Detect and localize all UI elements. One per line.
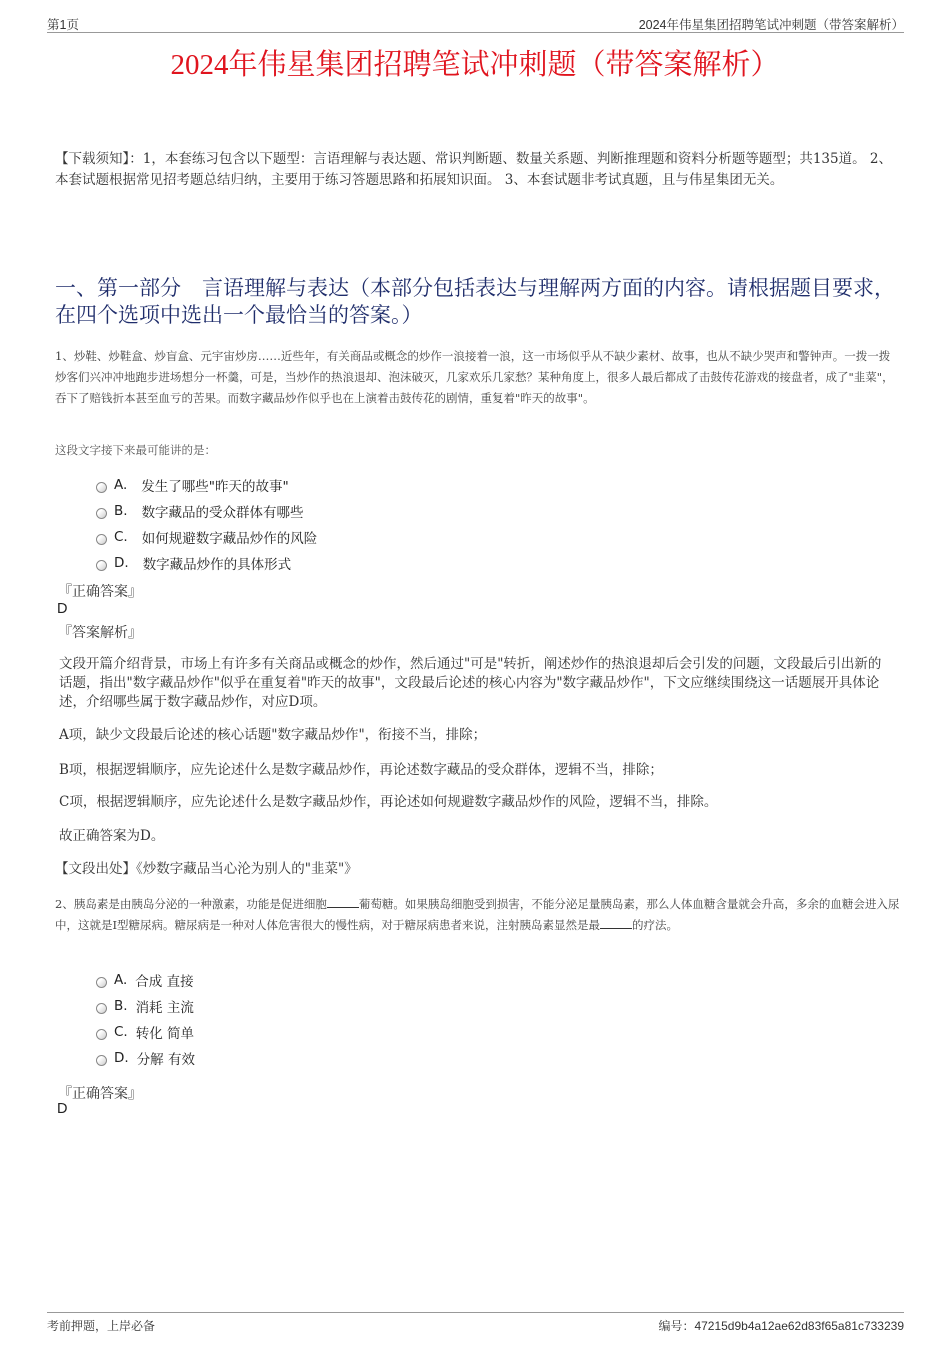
download-notice: 【下载须知】：1，本套练习包含以下题型：言语理解与表达题、常识判断题、数量关系题、判断推理题和资料分析题等题型；共135道。 2、本套试题根据常见招考题总结归纳，主要用于练习答题思路和拓展知识面。 3、本套试题非考试真题，且与伟星集团无关。 — [55, 151, 892, 188]
option-b[interactable]: B. 消耗 主流 — [96, 993, 195, 1019]
correct-answer: D — [57, 601, 68, 617]
correct-answer-label: 『正确答案』 — [58, 1086, 142, 1102]
option-d[interactable]: D. 数字藏品炒作的具体形式 — [96, 550, 317, 576]
analysis-option-c: C项，根据逻辑顺序，应先论述什么是数字藏品炒作，再论述如何规避数字藏品炒作的风险，逻辑不当，排除。 — [59, 794, 718, 810]
option-text: 如何规避数字藏品炒作的风险 — [141, 531, 318, 547]
option-a[interactable]: A. 发生了哪些"昨天的故事" — [96, 472, 317, 498]
page-footer — [47, 1312, 904, 1333]
radio-button[interactable] — [96, 1029, 107, 1040]
option-a[interactable]: A. 合成 直接 — [96, 967, 195, 993]
option-c[interactable]: C. 转化 简单 — [96, 1019, 195, 1045]
page-number: 第1页 — [47, 18, 79, 32]
option-text: 分解 有效 — [136, 1052, 195, 1068]
fill-blank — [600, 918, 632, 929]
option-text: 数字藏品炒作的具体形式 — [142, 557, 292, 573]
header-doc-title: 2024年伟星集团招聘笔试冲刺题（带答案解析） — [638, 18, 904, 32]
analysis-paragraph: 文段开篇介绍背景，市场上有许多有关商品或概念的炒作，然后通过"可是"转折，阐述炒作的热浪退却后会引发的问题，文段最后引出新的话题，指出"数字藏品炒作"似乎在重复着"昨天的故事"，文段最后论述的核心内容为"数字藏品炒作"，下文应继续围绕这一话题展开具体论述，介绍哪些属于数字藏品炒作，对应D项。 — [59, 656, 882, 710]
option-text: 数字藏品的受众群体有哪些 — [141, 505, 304, 521]
footer-slogan: 考前押题，上岸必备 — [47, 1319, 156, 1333]
option-b[interactable]: B. 数字藏品的受众群体有哪些 — [96, 498, 317, 524]
section-heading: 一、第一部分 言语理解与表达（本部分包括表达与理解两方面的内容。请根据题目要求，在四个选项中选出一个最恰当的答案。） — [55, 276, 895, 327]
page-header — [47, 14, 904, 33]
option-text: 发生了哪些"昨天的故事" — [141, 479, 289, 495]
radio-button[interactable] — [96, 1003, 107, 1014]
option-text: 合成 直接 — [135, 974, 194, 990]
radio-button[interactable] — [96, 534, 107, 545]
question-1-stem: 1、炒鞋、炒鞋盒、炒盲盒、元宇宙炒房……近些年，有关商品或概念的炒作一浪接着一浪，这一市场似乎从不缺少素材、故事，也从不缺少哭声和警钟声。一拨一拨炒客们兴冲冲地跑步进场想分一杯羹，可是，当炒作的热浪退却、泡沫破灭，几家欢乐几家愁？某种角度上，很多人最后都成了击鼓传花游戏的接盘者，成了"韭菜"，吞下了赔钱折本甚至血亏的苦果。而数字藏品炒作似乎也在上演着击鼓传花的剧情，重复着"昨天的故事"。 — [55, 349, 894, 405]
option-d[interactable]: D. 分解 有效 — [96, 1045, 195, 1071]
text-source: 【文段出处】《炒数字藏品当心沦为别人的"韭菜"》 — [55, 861, 358, 877]
analysis-option-a: A项，缺少文段最后论述的核心话题"数字藏品炒作"，衔接不当，排除； — [59, 727, 487, 743]
radio-button[interactable] — [96, 1055, 107, 1066]
radio-button[interactable] — [96, 560, 107, 571]
radio-button[interactable] — [96, 482, 107, 493]
correct-answer: D — [57, 1101, 68, 1117]
document-title: 2024年伟星集团招聘笔试冲刺题（带答案解析） — [170, 49, 780, 81]
question-1-options — [96, 472, 317, 576]
fill-blank — [327, 897, 359, 908]
question-1-prompt: 这段文字接下来最可能讲的是： — [55, 443, 216, 457]
footer-serial: 编号：47215d9b4a12ae62d83f65a81c733239 — [658, 1319, 904, 1333]
option-c[interactable]: C. 如何规避数字藏品炒作的风险 — [96, 524, 317, 550]
radio-button[interactable] — [96, 977, 107, 988]
option-text: 消耗 主流 — [135, 1000, 194, 1016]
analysis-option-b: B项，根据逻辑顺序，应先论述什么是数字藏品炒作，再论述数字藏品的受众群体，逻辑不当，排除； — [59, 762, 663, 778]
radio-button[interactable] — [96, 508, 107, 519]
option-text: 转化 简单 — [135, 1026, 195, 1042]
analysis-conclusion: 故正确答案为D。 — [59, 828, 165, 844]
analysis-label: 『答案解析』 — [58, 625, 142, 641]
correct-answer-label: 『正确答案』 — [58, 584, 142, 600]
question-2-options — [96, 967, 195, 1071]
question-2-stem: 2、胰岛素是由胰岛分泌的一种激素，功能是促进细胞 葡萄糖。如果胰岛细胞受到损害，不能分泌足量胰岛素，那么人体血糖含量就会升高，多余的血糖会进入尿中，这就是I型糖尿病。糖尿病是一种对人体危害很大的慢性病，对于糖尿病患者来说，注射胰岛素显然是最 的疗法。 — [55, 897, 900, 932]
